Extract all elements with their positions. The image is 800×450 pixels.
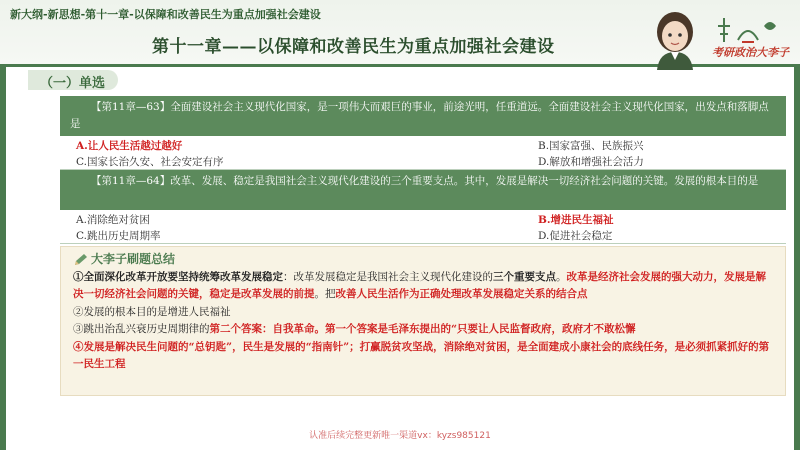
question-63 <box>60 96 786 136</box>
summary-title: 大李子刷题总结 <box>91 252 176 266</box>
option-d[interactable]: D.解放和增强社会活力 <box>538 156 644 168</box>
left-border <box>0 67 6 450</box>
question-63-text: 【第11章—63】全面建设社会主义现代化国家，是一项伟大而艰巨的事业，前途光明，任重道远。全面建设社会主义现代化国家，出发点和落脚点是 <box>70 101 769 130</box>
page-title: 第十一章——以保障和改善民生为重点加强社会建设 <box>152 37 555 57</box>
brand-logo-text: 考研政治大李子 <box>712 46 789 59</box>
summary-box <box>60 246 786 396</box>
summary-point-3: ③跳出治乱兴衰历史周期律的第二个答案：自我革命。第一个答案是毛泽东提出的“只要让人民监督政府，政府才不敢松懈 <box>73 323 636 335</box>
summary-point-2: ②发展的根本目的是增进人民福祉 <box>73 305 231 318</box>
summary-point-1: ①全面深化改革开放要坚持统筹改革发展稳定：改革发展稳定是我国社会主义现代化建设的三个重要支点。改革是经济社会发展的强大动力，发展是解决一切经济社会问题的关键，稳定是改革发展的前提。把改善人民生活作为正确处理改革发展稳定关系的结合点 <box>73 270 766 300</box>
option-a[interactable]: A.消除绝对贫困 <box>76 214 150 226</box>
option-d[interactable]: D.促进社会稳定 <box>538 230 613 242</box>
summary-header <box>73 251 773 269</box>
question-64 <box>60 170 786 210</box>
question-64-options <box>60 210 786 244</box>
avatar-illustration <box>645 8 705 70</box>
question-63-options <box>60 136 786 170</box>
footer-watermark: 认准后续完整更新唯一渠道vx：kyzs985121 <box>309 431 491 441</box>
right-border <box>794 67 800 450</box>
breadcrumb: 新大纲-新思想-第十一章-以保障和改善民生为重点加强社会建设 <box>10 8 321 21</box>
question-64-text: 【第11章—64】改革、发展、稳定是我国社会主义现代化建设的三个重要支点。其中，发展是解决一切经济社会问题的关键。发展的根本目的是 <box>91 175 759 187</box>
option-b[interactable]: B.增进民生福祉 <box>538 214 614 226</box>
option-c[interactable]: C.国家长治久安、社会安定有序 <box>76 156 224 168</box>
option-a[interactable]: A.让人民生活越过越好 <box>76 140 183 152</box>
option-c[interactable]: C.跳出历史周期率 <box>76 230 161 242</box>
pencil-icon <box>73 253 89 267</box>
option-b[interactable]: B.国家富强、民族振兴 <box>538 140 644 152</box>
summary-point-4: ④发展是解决民生问题的“总钥匙”，民生是发展的“指南针”；打赢脱贫攻坚战，消除绝对贫困，是全面建成小康社会的底线任务，是必须抓紧抓好的第一民生工程 <box>73 340 770 370</box>
section-label: （一）单选 <box>40 76 106 91</box>
